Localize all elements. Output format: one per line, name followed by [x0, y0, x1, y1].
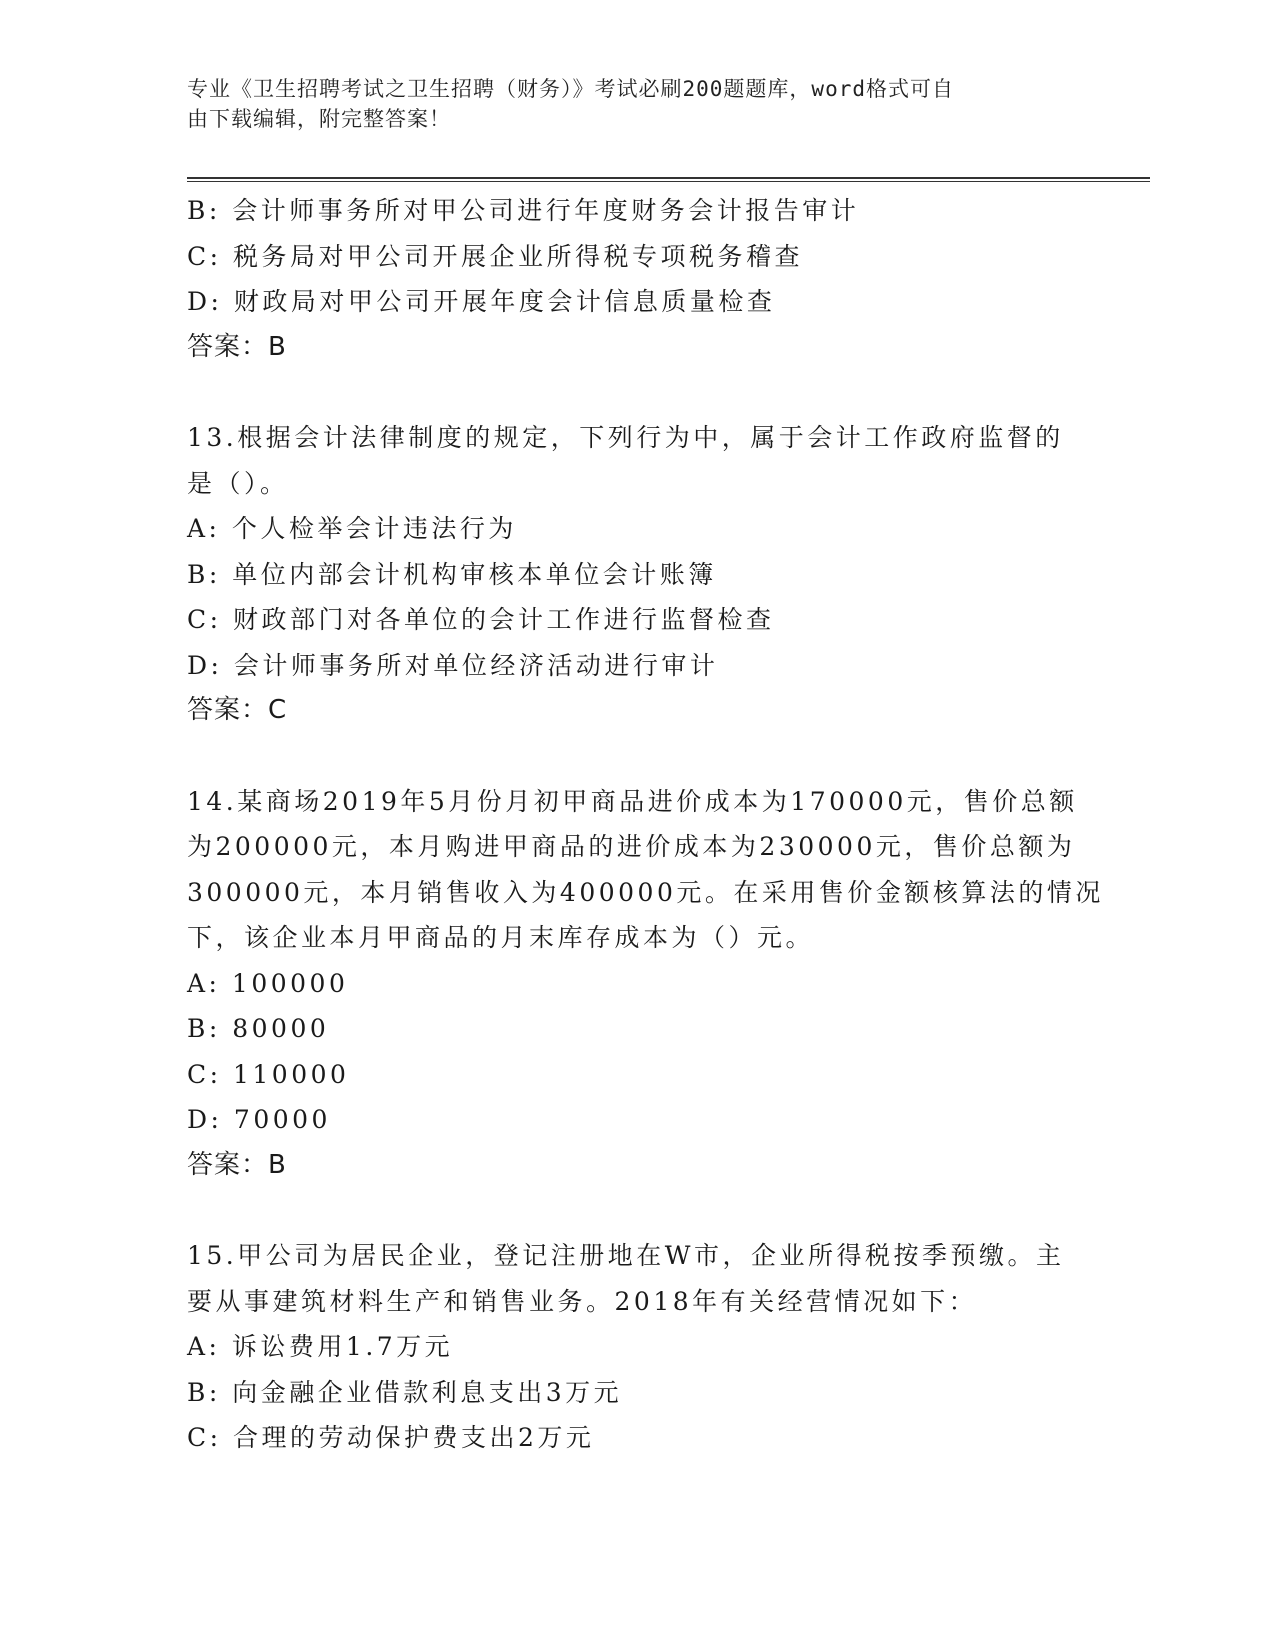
option-line: C: 合理的劳动保护费支出2万元: [187, 1423, 595, 1452]
option-line: C: 110000: [187, 1059, 350, 1089]
option-line: B: 向金融企业借款利息支出3万元: [187, 1377, 623, 1407]
question-content: [187, 188, 1104, 1461]
question-text: 13.根据会计法律制度的规定，下列行为中，属于会计工作政府监督的: [187, 423, 1064, 452]
answer-line: 答案：B: [187, 331, 287, 362]
option-line: D: 财政局对甲公司开展年度会计信息质量检查: [187, 287, 776, 316]
question-text: 下，该企业本月甲商品的月末库存成本为（）元。: [187, 923, 815, 952]
question-block-14: [187, 779, 1104, 1189]
question-text: 300000元，本月销售收入为400000元。在采用售价金额核算法的情况: [187, 877, 1104, 907]
option-line: D: 70000: [187, 1105, 331, 1134]
question-block-13: [187, 415, 1087, 734]
question-text: 是（）。: [187, 468, 289, 498]
option-line: A: 个人检举会计违法行为: [187, 514, 517, 543]
question-text: 14.某商场2019年5月份月初甲商品进价成本为170000元，售价总额: [187, 786, 1078, 816]
spacer: [187, 734, 1087, 779]
question-text: 15.甲公司为居民企业，登记注册地在W市，企业所得税按季预缴。主: [187, 1241, 1065, 1270]
answer-line: 答案：C: [187, 695, 288, 725]
option-line: C: 财政部门对各单位的会计工作进行监督检查: [187, 605, 775, 634]
header-line-1: 专业《卫生招聘考试之卫生招聘（财务）》考试必刷200题题库，word格式可自: [187, 77, 954, 101]
answer-line: 答案：B: [187, 1149, 287, 1180]
option-line: B: 80000: [187, 1014, 330, 1043]
option-line: A: 诉讼费用1.7万元: [187, 1332, 454, 1361]
question-text: 为200000元，本月购进甲商品的进价成本为230000元，售价总额为: [187, 832, 1076, 861]
question-text: 要从事建筑材料生产和销售业务。2018年有关经营情况如下：: [187, 1286, 978, 1316]
page-header: [187, 74, 1067, 134]
option-line: B: 会计师事务所对甲公司进行年度财务会计报告审计: [187, 196, 860, 225]
question-block-15: [187, 1233, 1087, 1461]
spacer: [187, 370, 1087, 415]
option-line: D: 会计师事务所对单位经济活动进行审计: [187, 650, 719, 680]
question-block-12: [187, 188, 1087, 370]
header-divider: [187, 177, 1150, 182]
spacer: [187, 1188, 1087, 1233]
option-line: C: 税务局对甲公司开展企业所得税专项税务稽查: [187, 241, 803, 271]
option-line: A: 100000: [187, 968, 349, 998]
option-line: B: 单位内部会计机构审核本单位会计账簿: [187, 559, 717, 589]
header-line-2: 由下载编辑，附完整答案！: [187, 107, 451, 131]
